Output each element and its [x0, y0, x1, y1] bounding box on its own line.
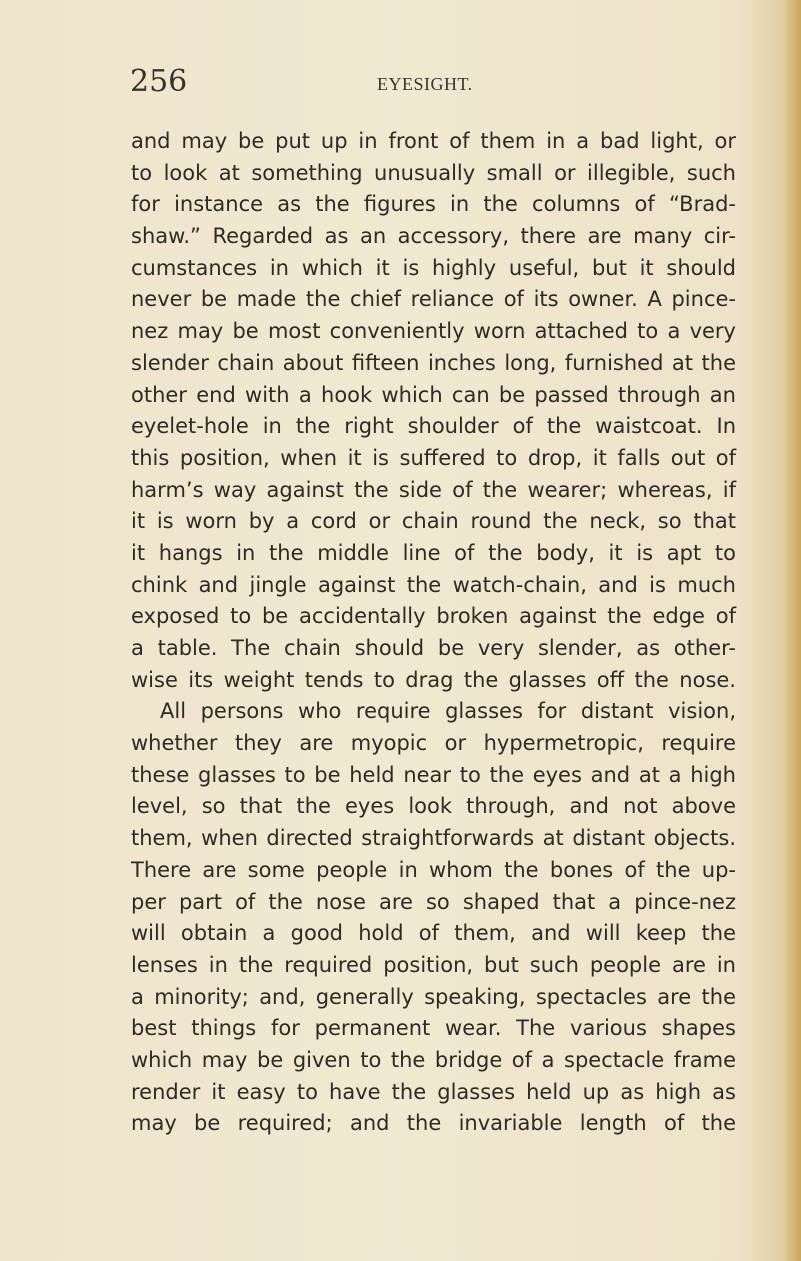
page-number: 256	[130, 64, 188, 99]
text-line: never be made the chief reliance of its owner. A pince-	[131, 287, 736, 312]
text-line: shaw.” Regarded as an accessory, there are many cir-	[131, 224, 736, 249]
text-line: cumstances in which it is highly useful, but it should	[131, 255, 736, 280]
text-line: these glasses to be held near to the eyes and at a high	[131, 762, 736, 787]
text-line: harm’s way against the side of the wearer; whereas, if	[131, 477, 736, 502]
text-line: for instance as the figures in the columns of “Brad-	[131, 192, 736, 217]
page-edge-shadow	[785, 0, 801, 1261]
text-line: them, when directed straightforwards at distant objects.	[131, 826, 736, 851]
text-line: other end with a hook which can be passed through an	[131, 382, 736, 407]
text-line: may be required; and the invariable length of the	[131, 1111, 736, 1136]
text-line: eyelet-hole in the right shoulder of the waistcoat. In	[131, 414, 736, 439]
text-line: this position, when it is suffered to drop, it falls out of	[131, 445, 736, 470]
paragraph-end-line: wise its weight tends to drag the glasses off the nose.	[131, 667, 736, 692]
body-text	[131, 126, 736, 1140]
text-line: lenses in the required position, but such people are in	[131, 952, 736, 977]
text-line: render it easy to have the glasses held up as high as	[131, 1079, 736, 1104]
text-line: nez may be most conveniently worn attached to a very	[131, 319, 736, 344]
text-line: it is worn by a cord or chain round the neck, so that	[131, 509, 736, 534]
running-head: EYESIGHT.	[377, 74, 473, 94]
text-line: chink and jingle against the watch-chain, and is much	[131, 572, 736, 597]
text-line: exposed to be accidentally broken against the edge of	[131, 604, 736, 629]
text-line: best things for permanent wear. The various shapes	[131, 1016, 736, 1041]
text-line: will obtain a good hold of them, and will keep the	[131, 921, 736, 946]
paragraph-start-line: All persons who require glasses for distant vision,	[160, 699, 736, 724]
text-line: per part of the nose are so shaped that a pince-nez	[131, 889, 736, 914]
text-line: whether they are myopic or hypermetropic, require	[131, 731, 736, 756]
text-line: a table. The chain should be very slender, as other-	[131, 636, 736, 660]
page-header	[0, 62, 801, 102]
text-line: slender chain about fifteen inches long, furnished at the	[131, 350, 736, 375]
text-line: a minority; and, generally speaking, spectacles are the	[131, 984, 736, 1009]
text-line: it hangs in the middle line of the body, it is apt to	[131, 540, 736, 565]
text-line: which may be given to the bridge of a spectacle frame	[131, 1047, 736, 1072]
text-line: to look at something unusually small or illegible, such	[131, 160, 736, 185]
text-line: and may be put up in front of them in a bad light, or	[131, 129, 736, 153]
text-line: There are some people in whom the bones of the up-	[131, 857, 736, 882]
text-line: level, so that the eyes look through, and not above	[131, 794, 736, 819]
